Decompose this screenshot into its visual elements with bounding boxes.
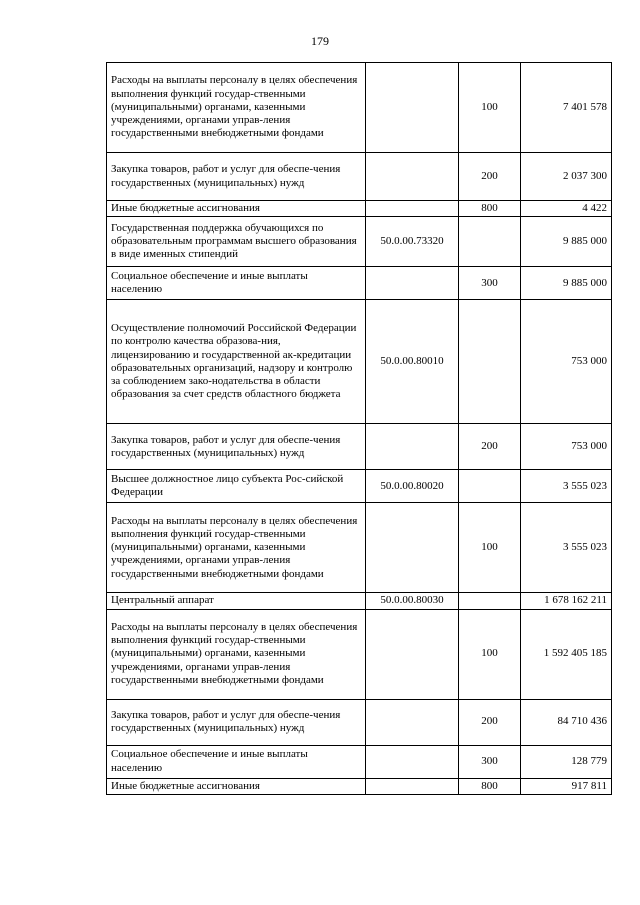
row-amount: 128 779 [521,745,612,778]
page-number: 179 [311,34,329,48]
row-name: Осуществление полномочий Российской Федерации по контролю качества образова-ния, лицензированию и государственной ак-кредитации образовательных организаций, надзору и контролю за соблюдением зако-нодательства в области образования за счет средств областного бюджета [107,300,366,424]
row-name: Расходы на выплаты персоналу в целях обеспечения выполнения функций государ-ственными (муниципальными) органами, казенными учреждениями, органами управ-ления государственными внебюджетными фондами [107,63,366,153]
row-kind [459,217,521,267]
row-name: Закупка товаров, работ и услуг для обеспе-чения государственных (муниципальных) нужд [107,424,366,470]
table-row [107,593,612,609]
row-code: 50.0.00.80020 [366,470,459,503]
row-code [366,267,459,300]
row-amount: 7 401 578 [521,63,612,153]
row-code [366,153,459,201]
row-amount: 9 885 000 [521,217,612,267]
budget-table [106,62,612,795]
row-code [366,424,459,470]
row-name: Расходы на выплаты персоналу в целях обеспечения выполнения функций государ-ственными (муниципальными) органами, казенными учреждениями, органами управ-ления государственными внебюджетными фондами [107,503,366,593]
table-row [107,267,612,300]
row-kind [459,300,521,424]
row-kind: 300 [459,267,521,300]
row-name: Высшее должностное лицо субъекта Рос-сийской Федерации [107,470,366,503]
row-name: Закупка товаров, работ и услуг для обеспе-чения государственных (муниципальных) нужд [107,699,366,745]
row-name: Расходы на выплаты персоналу в целях обеспечения выполнения функций государ-ственными (муниципальными) органами, казенными учреждениями, органами управ-ления государственными внебюджетными фондами [107,609,366,699]
table-row [107,699,612,745]
row-kind: 200 [459,153,521,201]
row-name: Социальное обеспечение и иные выплаты населению [107,267,366,300]
table-row [107,778,612,794]
row-name: Социальное обеспечение и иные выплаты населению [107,745,366,778]
row-kind [459,593,521,609]
row-code [366,609,459,699]
row-code [366,63,459,153]
row-amount: 9 885 000 [521,267,612,300]
row-amount: 84 710 436 [521,699,612,745]
row-amount: 1 592 405 185 [521,609,612,699]
row-name: Закупка товаров, работ и услуг для обеспе-чения государственных (муниципальных) нужд [107,153,366,201]
row-amount: 753 000 [521,300,612,424]
table-row [107,201,612,217]
row-name: Иные бюджетные ассигнования [107,201,366,217]
row-kind: 800 [459,201,521,217]
row-kind: 100 [459,63,521,153]
table-row [107,424,612,470]
row-kind: 100 [459,503,521,593]
row-amount: 753 000 [521,424,612,470]
row-kind: 200 [459,424,521,470]
row-code: 50.0.00.80030 [366,593,459,609]
table-row [107,63,612,153]
table-row [107,300,612,424]
row-code [366,745,459,778]
row-name: Иные бюджетные ассигнования [107,778,366,794]
row-kind [459,470,521,503]
row-code [366,503,459,593]
row-amount: 3 555 023 [521,503,612,593]
table-row [107,745,612,778]
table-row [107,217,612,267]
row-code [366,778,459,794]
row-kind: 100 [459,609,521,699]
row-kind: 200 [459,699,521,745]
row-name: Государственная поддержка обучающихся по образовательным программам высшего образования в виде именных стипендий [107,217,366,267]
table-row [107,503,612,593]
row-code: 50.0.00.73320 [366,217,459,267]
table-row [107,609,612,699]
row-code [366,699,459,745]
row-amount: 2 037 300 [521,153,612,201]
row-amount: 3 555 023 [521,470,612,503]
row-amount: 4 422 [521,201,612,217]
table-row [107,153,612,201]
row-kind: 300 [459,745,521,778]
row-kind: 800 [459,778,521,794]
table-row [107,470,612,503]
row-amount: 1 678 162 211 [521,593,612,609]
row-name: Центральный аппарат [107,593,366,609]
row-code: 50.0.00.80010 [366,300,459,424]
row-amount: 917 811 [521,778,612,794]
row-code [366,201,459,217]
